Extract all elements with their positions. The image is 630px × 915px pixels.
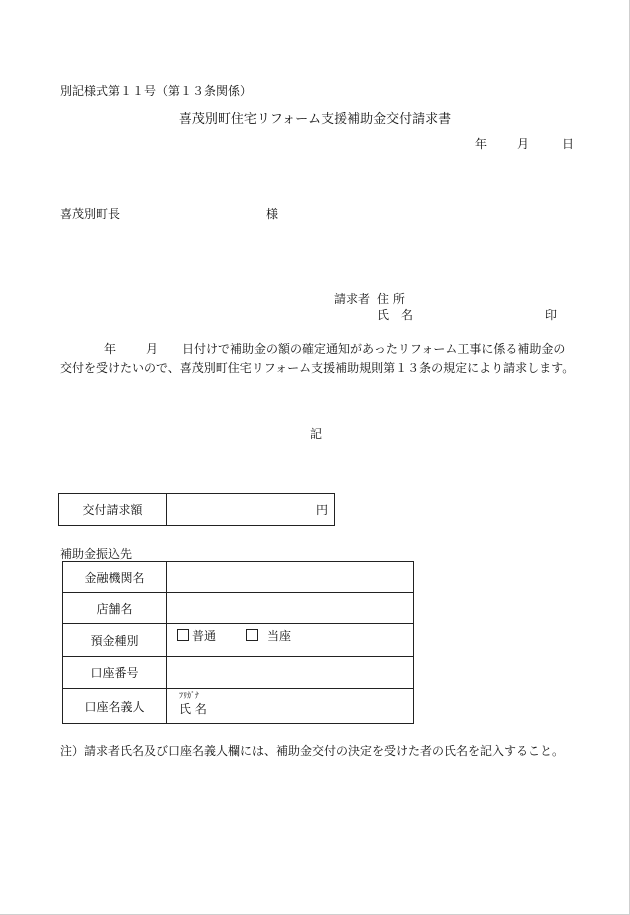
page-title: 喜茂別町住宅リフォーム支援補助金交付請求書	[178, 112, 452, 127]
deposit-option-ordinary-label: 普通	[192, 629, 217, 643]
body-month-label: 月	[146, 342, 159, 356]
amount-table	[58, 493, 335, 526]
checkbox-icon[interactable]	[177, 629, 189, 641]
body-year-label: 年	[104, 342, 117, 356]
addressee-name: 喜茂別町長	[60, 207, 121, 221]
applicant-address-label: 住 所	[377, 292, 405, 306]
furigana-label: ﾌﾘｶﾞﾅ	[179, 691, 199, 700]
date-year-label: 年	[475, 137, 488, 151]
body-text: 日付けで補助金の額の確定通知があったリフォーム工事に係る補助金の交付を受けたいので、喜茂別町住宅リフォーム支援補助規則第１３条の規定により請求します。	[60, 342, 575, 375]
account-holder-field[interactable]	[167, 689, 414, 724]
branch-label: 店舗名	[63, 593, 167, 624]
account-number-field[interactable]	[167, 657, 414, 689]
footnote: 注）請求者氏名及び口座名義人欄には、補助金交付の決定を受けた者の氏名を記入すること。	[60, 744, 565, 758]
amount-field[interactable]	[167, 494, 335, 526]
bank-table	[62, 561, 414, 724]
institution-field[interactable]	[167, 562, 414, 593]
applicant-label: 請求者	[334, 292, 371, 306]
checkbox-icon[interactable]	[246, 629, 258, 641]
deposit-option-current[interactable]	[246, 629, 291, 643]
request-body	[60, 340, 575, 378]
deposit-option-ordinary[interactable]	[177, 627, 216, 644]
amount-unit: 円	[315, 503, 328, 517]
account-holder-label: 口座名義人	[63, 689, 167, 724]
addressee-honorific: 様	[266, 207, 279, 221]
form-number: 別記様式第１１号（第１３条関係）	[60, 84, 253, 98]
branch-field[interactable]	[167, 593, 414, 624]
ki-heading: 記	[310, 427, 323, 441]
deposit-type-label: 預金種別	[63, 624, 167, 657]
date-day-label: 日	[562, 137, 575, 151]
institution-label: 金融機関名	[63, 562, 167, 593]
holder-name-label: 氏 名	[179, 702, 207, 716]
bank-section-heading: 補助金振込先	[60, 547, 133, 561]
account-number-label: 口座番号	[63, 657, 167, 689]
date-month-label: 月	[517, 137, 530, 151]
deposit-type-field	[167, 624, 414, 657]
amount-label: 交付請求額	[59, 494, 167, 526]
applicant-name-label: 氏 名	[377, 308, 414, 322]
seal-mark: 印	[545, 308, 558, 322]
deposit-option-current-label: 当座	[267, 629, 292, 643]
